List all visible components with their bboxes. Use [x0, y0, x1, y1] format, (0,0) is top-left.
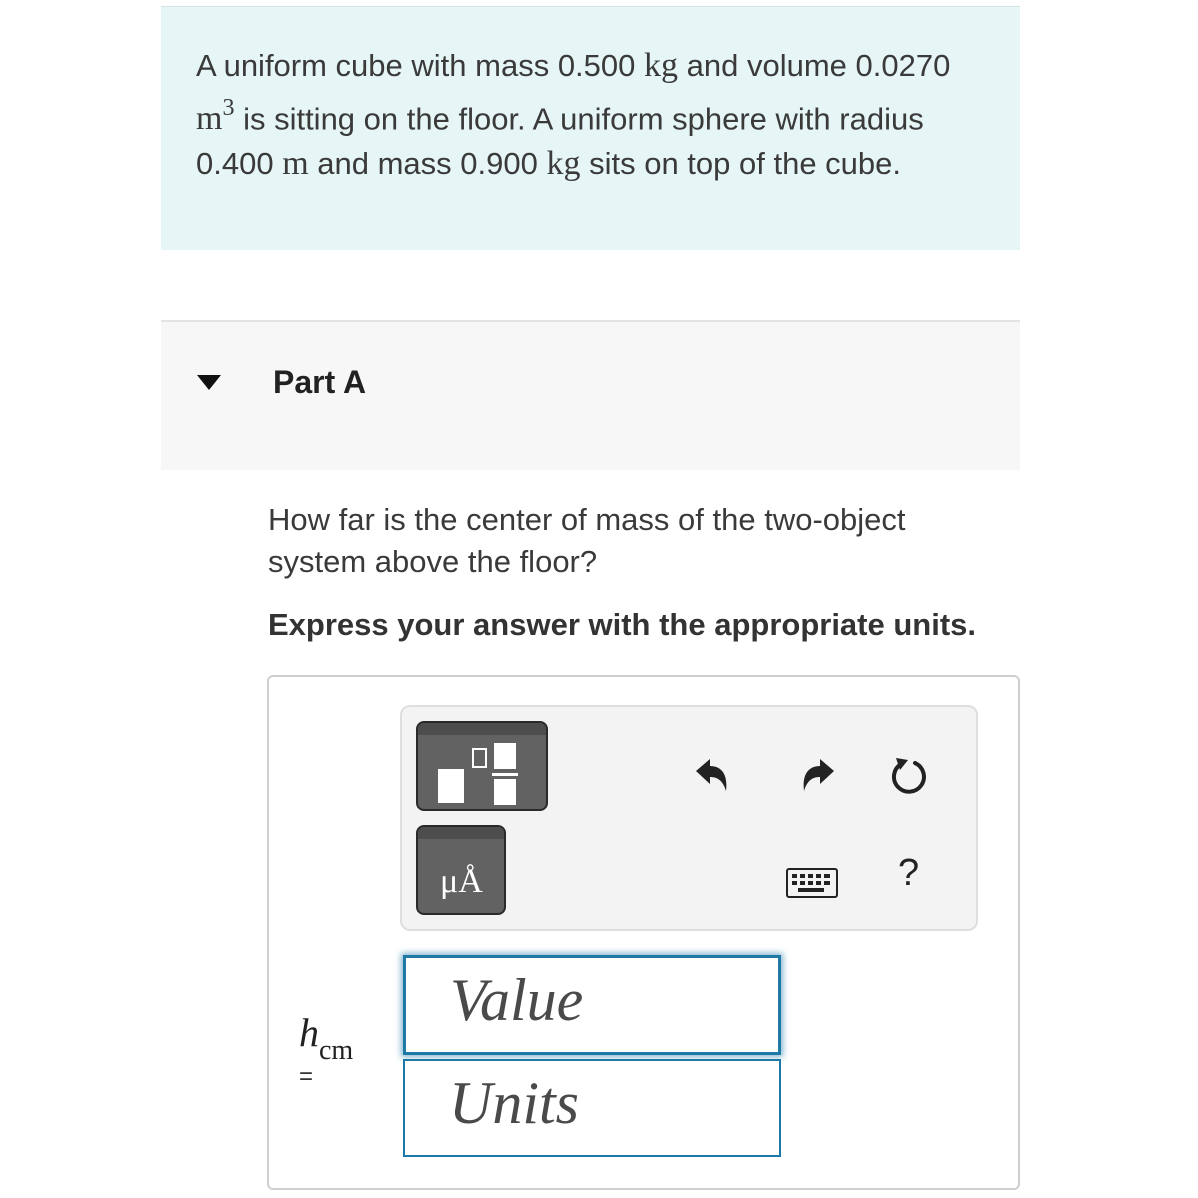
- unit-kg-2: kg: [546, 145, 581, 183]
- help-button[interactable]: ?: [898, 852, 920, 894]
- keyboard-icon[interactable]: [786, 868, 838, 898]
- variable-label: $h_{cm}$: [299, 1010, 354, 1066]
- unit-kg: kg: [644, 47, 679, 84]
- part-title: Part A: [273, 364, 367, 400]
- part-a-header[interactable]: [161, 320, 1020, 470]
- problem-statement: [161, 6, 1020, 250]
- problem-text-2: and volume 0.0270: [678, 48, 951, 83]
- reset-icon[interactable]: [888, 754, 932, 798]
- units-input[interactable]: Units: [403, 1059, 781, 1157]
- units-button[interactable]: [416, 825, 506, 915]
- instruction-text: Express your answer with the appropriate units.: [268, 607, 977, 642]
- templates-icon: [416, 721, 548, 811]
- units-button-label: μÅ: [440, 863, 483, 900]
- unit-m3: $m^3$: [196, 95, 235, 138]
- problem-text-1: A uniform cube with mass 0.500: [196, 48, 645, 83]
- problem-text-3: is sitting on the floor. A uniform sphere with radius 0.400: [196, 101, 924, 182]
- problem-text-4: and mass 0.900: [308, 146, 547, 182]
- math-toolbar: [400, 705, 978, 931]
- answer-panel: [267, 675, 1020, 1190]
- value-input[interactable]: Value: [403, 955, 781, 1055]
- collapse-caret-icon[interactable]: [197, 375, 221, 390]
- undo-icon[interactable]: [692, 755, 734, 795]
- redo-icon[interactable]: [796, 755, 838, 795]
- question-text: How far is the center of mass of the two-object system above the floor?: [268, 502, 906, 579]
- problem-text-5: sits on top of the cube.: [580, 146, 902, 182]
- unit-m: m: [282, 145, 309, 183]
- templates-button[interactable]: [416, 721, 548, 811]
- equals-sign: =: [299, 1063, 314, 1090]
